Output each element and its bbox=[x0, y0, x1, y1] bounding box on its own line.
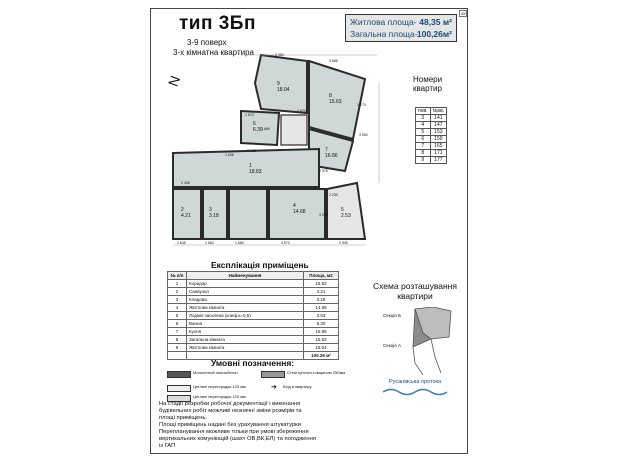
dimension: 1 665 bbox=[261, 127, 270, 131]
table-row: 5 Лоджія засклена (коеф.к=0,5) 2.53 bbox=[168, 312, 339, 320]
swatch-partition bbox=[167, 385, 191, 392]
legend-concrete: Монолітний залізобетон bbox=[193, 370, 238, 375]
table-row: 2 Санвузол 4.21 bbox=[168, 288, 339, 296]
floor-plan-sheet bbox=[150, 8, 468, 454]
room-label-1: 1 18.83 bbox=[249, 163, 262, 175]
dimension: 3 685 bbox=[329, 59, 338, 63]
room-label-7: 7 16.86 bbox=[325, 147, 338, 159]
apartment-numbers-title bbox=[413, 75, 442, 93]
table-row: 9 177 bbox=[416, 157, 447, 164]
dimension: 3 035 bbox=[319, 213, 328, 217]
dimension: 4 570 bbox=[281, 241, 290, 245]
legend-partition-2: Цегляні перегородки 120 мм bbox=[193, 394, 246, 399]
building-schema-diagram bbox=[409, 307, 459, 375]
dimension: 3 450 bbox=[275, 53, 284, 57]
swatch-brick bbox=[261, 371, 285, 378]
dimension: 2 405 bbox=[181, 181, 190, 185]
swatch-concrete bbox=[167, 371, 191, 378]
room-label-4: 4 14.68 bbox=[293, 203, 306, 215]
table-row: 8 171 bbox=[416, 150, 447, 157]
entry-arrow-icon: ➔ bbox=[271, 384, 277, 391]
legend-entry: Вхід в квартиру bbox=[283, 384, 312, 389]
dimension: 1 770 bbox=[357, 103, 366, 107]
schema-title-line1: Схема розташування bbox=[373, 281, 457, 291]
table-row: 4 147 bbox=[416, 122, 447, 129]
legend-title: Умовні позначення: bbox=[211, 358, 295, 368]
col-num: № п/п bbox=[168, 272, 187, 280]
note-3: Перепланування можливе тільки при умові збереження вертикальних комунікацій (шахт ОВ,ВК,ЕЛ) та погодження із ГАП bbox=[159, 429, 316, 449]
plan-labels bbox=[169, 53, 397, 251]
room-label-8: 8 15.63 bbox=[329, 93, 342, 105]
schema-title-line2: квартири bbox=[397, 291, 433, 301]
dimension: 1 670 bbox=[245, 113, 254, 117]
table-row: 1 Коридор 18.83 bbox=[168, 280, 339, 288]
table-row: 4 Житлова кімната 14.68 bbox=[168, 304, 339, 312]
table-row: 9 Житлова кімната 18.04 bbox=[168, 344, 339, 352]
plan-title: тип 3Бп bbox=[179, 13, 256, 34]
floors-label: 3-9 поверх bbox=[187, 38, 227, 47]
dimension: 2 945 bbox=[339, 241, 348, 245]
legend-partition: Цегляні перегородки 120 мм bbox=[193, 384, 246, 389]
table-row: 6 Ванна 6.30 bbox=[168, 320, 339, 328]
col-apt-number: №кв. bbox=[430, 108, 447, 115]
table-row: 3 141 bbox=[416, 115, 447, 122]
total-area-label: Загальна площа- bbox=[350, 29, 418, 39]
dimension: 2 645 bbox=[177, 241, 186, 245]
col-name: Найменування bbox=[187, 272, 304, 280]
apartment-numbers-title-line1: Номери bbox=[413, 75, 443, 84]
apartment-type-label: 3-х кімнатна квартира bbox=[173, 48, 254, 57]
note-1: На стадії розробки робочої документації і виконання будівельних робіт можливі незначні зміни розмірів та площі приміщень. bbox=[159, 401, 302, 421]
table-row: 3 Кладова 3.18 bbox=[168, 296, 339, 304]
room-label-5: 5 2.53 bbox=[341, 207, 351, 219]
col-floor: пов. bbox=[416, 108, 431, 115]
apartment-numbers-title-line2: квартир bbox=[413, 84, 442, 93]
dimension: 1 660 bbox=[205, 241, 214, 245]
living-area-value: 48,35 м² bbox=[419, 17, 452, 27]
table-row: 8 Загальна кімната 15.63 bbox=[168, 336, 339, 344]
section-b-label: Секція Б bbox=[383, 313, 401, 318]
room-label-2: 2 4.21 bbox=[181, 207, 191, 219]
dimension: 1 605 bbox=[225, 153, 234, 157]
room-label-3: 3 3.18 bbox=[209, 207, 219, 219]
room-label-9: 9 18.04 bbox=[277, 81, 290, 93]
table-row: 7 Кухня 16.86 bbox=[168, 328, 339, 336]
note-2: Площі приміщень надані без урахування штукатурки bbox=[159, 422, 301, 428]
notes-block bbox=[159, 401, 319, 450]
schema-title bbox=[365, 281, 465, 301]
dimension: 1 680 bbox=[235, 241, 244, 245]
dimension: 2 375 bbox=[319, 169, 328, 173]
dimension: 3 950 bbox=[359, 133, 368, 137]
table-total-row: 100.26 м² bbox=[168, 352, 339, 360]
dimension: 2 670 bbox=[297, 109, 306, 113]
explication-table bbox=[167, 271, 339, 360]
col-area: Площа, м2 bbox=[304, 272, 339, 280]
explication-title: Експлікація приміщень bbox=[211, 260, 309, 270]
page-badge: 45 bbox=[461, 11, 466, 16]
room-label-6: 6 6.30 bbox=[253, 121, 263, 133]
section-a-label: Секція А bbox=[383, 343, 401, 348]
table-row: 6 159 bbox=[416, 136, 447, 143]
dimension: 2 230 bbox=[329, 193, 338, 197]
table-row: 7 165 bbox=[416, 143, 447, 150]
dimension: 7 125 bbox=[247, 149, 256, 153]
river-wave-icon bbox=[383, 387, 453, 397]
total-area-value: 100,26м² bbox=[416, 29, 452, 39]
living-area-label: Житлова площа- bbox=[350, 17, 417, 27]
legend-brick-walls: Стіни цегляні,товщиною 250мм bbox=[287, 370, 346, 375]
table-row: 5 153 bbox=[416, 129, 447, 136]
area-summary-box bbox=[345, 14, 457, 42]
street-label: Русанівська протока bbox=[389, 379, 442, 385]
north-arrow-icon: N bbox=[164, 73, 184, 89]
apartment-numbers-table bbox=[415, 107, 447, 164]
